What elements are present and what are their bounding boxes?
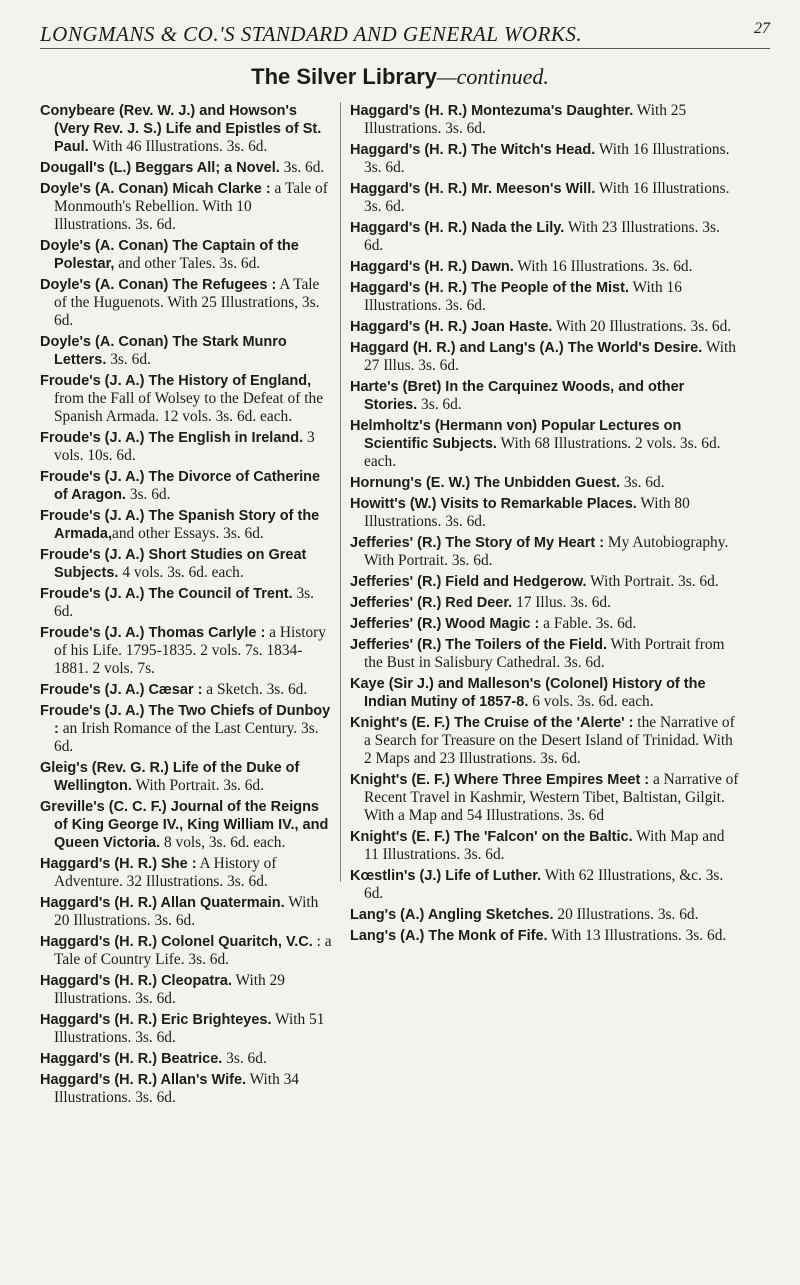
book-entry: [40, 468, 332, 504]
book-details: With Portrait. 3s. 6d.: [586, 573, 719, 590]
book-entry: [40, 237, 332, 273]
book-details: With 80 Illustrations. 3s. 6d.: [364, 495, 690, 530]
book-entry: [350, 141, 740, 177]
book-details: a Sketch. 3s. 6d.: [202, 681, 308, 698]
book-title: Froude's (J. A.) The History of England,: [40, 373, 312, 389]
book-title: Knight's (E. F.) The 'Falcon' on the Baltic.: [350, 829, 633, 845]
book-entry: [350, 771, 740, 825]
book-title: Doyle's (A. Conan) The Stark Munro Letters.: [40, 334, 287, 368]
book-entry: [40, 855, 332, 891]
book-title: Haggard's (H. R.) Joan Haste.: [350, 319, 553, 335]
book-entry: [350, 219, 740, 255]
book-entry: [350, 417, 740, 471]
book-details: With 23 Illustrations. 3s. 6d.: [364, 219, 720, 254]
book-entry: [350, 474, 740, 492]
book-details: With 62 Illustrations, &c. 3s. 6d.: [364, 867, 724, 902]
book-details: 8 vols, 3s. 6d. each.: [160, 834, 286, 851]
book-title: Jefferies' (R.) Wood Magic :: [350, 616, 540, 632]
book-details: 20 Illustrations. 3s. 6d.: [553, 906, 699, 923]
book-entry: [40, 372, 332, 426]
book-entry: [40, 333, 332, 369]
book-title: Haggard's (H. R.) Beatrice.: [40, 1051, 223, 1067]
book-details: 3s. 6d.: [279, 159, 325, 176]
book-title: Haggard's (H. R.) Allan Quatermain.: [40, 895, 285, 911]
book-details: : a Tale of Country Life. 3s. 6d.: [54, 933, 332, 968]
book-details: 6 vols. 3s. 6d. each.: [528, 693, 654, 710]
book-title: Jefferies' (R.) Red Deer.: [350, 595, 513, 611]
book-details: A History of Adventure. 32 Illustrations. 3s. 6d.: [54, 855, 277, 890]
book-title: Conybeare (Rev. W. J.) and Howson's (Very Rev. J. S.) Life and Epistles of St. Paul.: [40, 103, 322, 155]
book-entry: [40, 276, 332, 330]
book-title: Dougall's (L.) Beggars All; a Novel.: [40, 160, 280, 176]
book-details: 3s. 6d.: [106, 351, 151, 368]
book-details: With Map and 11 Illustrations. 3s. 6d.: [364, 828, 725, 863]
book-entry: [40, 624, 332, 678]
book-title: Doyle's (A. Conan) The Captain of the Polestar,: [40, 238, 299, 272]
book-details: a Fable. 3s. 6d.: [539, 615, 637, 632]
book-title: Lang's (A.) Angling Sketches.: [350, 907, 554, 923]
book-details: a History of his Life. 1795-1835. 2 vols. 7s. 1834-1881. 2 vols. 7s.: [54, 624, 326, 677]
book-title: Froude's (J. A.) Short Studies on Great Subjects.: [40, 547, 307, 581]
book-entry: [40, 702, 332, 756]
book-details: With 25 Illustrations. 3s. 6d.: [364, 102, 687, 137]
book-entry: [350, 714, 740, 768]
book-title: Helmholtz's (Hermann von) Popular Lectures on Scientific Subjects.: [350, 418, 682, 452]
book-entry: [350, 534, 740, 570]
book-details: and other Essays. 3s. 6d.: [112, 525, 264, 542]
book-details: With 27 Illus. 3s. 6d.: [364, 339, 736, 374]
book-entry: [350, 102, 740, 138]
section-title-continued: —continued.: [437, 64, 549, 89]
book-title: Jefferies' (R.) The Story of My Heart :: [350, 535, 605, 551]
book-details: 3s. 6d.: [417, 396, 462, 413]
section-title: [0, 64, 800, 90]
book-title: Lang's (A.) The Monk of Fife.: [350, 928, 548, 944]
book-details: With 13 Illustrations. 3s. 6d.: [547, 927, 727, 944]
book-entry: [350, 636, 740, 672]
book-details: an Irish Romance of the Last Century. 3s. 6d.: [54, 720, 319, 755]
book-entry: [350, 573, 740, 591]
left-column: [40, 102, 332, 1110]
book-entry: [40, 102, 332, 156]
book-details: 3s. 6d.: [222, 1050, 267, 1067]
book-title: Froude's (J. A.) Cæsar :: [40, 682, 203, 698]
book-title: Knight's (E. F.) Where Three Empires Meet :: [350, 772, 650, 788]
book-title: Kaye (Sir J.) and Malleson's (Colonel) History of the Indian Mutiny of 1857-8.: [350, 676, 706, 710]
book-details: With 51 Illustrations. 3s. 6d.: [54, 1011, 325, 1046]
book-details: 3s. 6d.: [125, 486, 171, 503]
book-title: Knight's (E. F.) The Cruise of the 'Alerte' :: [350, 715, 634, 731]
book-details: and other Tales. 3s. 6d.: [114, 255, 261, 272]
book-details: 17 Illus. 3s. 6d.: [512, 594, 611, 611]
book-title: Hornung's (E. W.) The Unbidden Guest.: [350, 475, 621, 491]
book-title: Haggard's (H. R.) Allan's Wife.: [40, 1072, 247, 1088]
book-details: With 20 Illustrations. 3s. 6d.: [552, 318, 732, 335]
book-entry: [40, 429, 332, 465]
book-entry: [350, 318, 740, 336]
column-divider: [340, 102, 341, 882]
book-entry: [350, 279, 740, 315]
book-entry: [40, 585, 332, 621]
book-details: With 20 Illustrations. 3s. 6d.: [54, 894, 319, 929]
book-entry: [40, 933, 332, 969]
book-title: Gleig's (Rev. G. R.) Life of the Duke of Wellington.: [40, 760, 300, 794]
book-details: My Autobiography. With Portrait. 3s. 6d.: [364, 534, 729, 569]
book-entry: [40, 507, 332, 543]
book-title: Haggard's (H. R.) She :: [40, 856, 197, 872]
book-entry: [350, 675, 740, 711]
book-title: Haggard's (H. R.) The Witch's Head.: [350, 142, 596, 158]
book-title: Froude's (J. A.) The Two Chiefs of Dunboy :: [40, 703, 331, 737]
book-details: A Tale of the Huguenots. With 25 Illustrations, 3s. 6d.: [54, 276, 320, 329]
book-title: Haggard's (H. R.) The People of the Mist.: [350, 280, 629, 296]
book-title: Haggard's (H. R.) Mr. Meeson's Will.: [350, 181, 596, 197]
book-title: Haggard's (H. R.) Cleopatra.: [40, 973, 232, 989]
book-entry: [350, 594, 740, 612]
book-details: 3s. 6d.: [54, 585, 315, 620]
book-entry: [40, 1071, 332, 1107]
book-title: Haggard's (H. R.) Montezuma's Daughter.: [350, 103, 634, 119]
page-number: 27: [754, 20, 770, 37]
section-title-main: The Silver Library: [251, 64, 438, 89]
book-title: Froude's (J. A.) The Spanish Story of the Armada,: [40, 508, 320, 542]
book-details: a Narrative of Recent Travel in Kashmir, Western Tibet, Baltistan, Gilgit. With a Map and 54 Illustrations. 3s. 6d: [364, 771, 739, 824]
book-entry: [40, 759, 332, 795]
book-entry: [40, 972, 332, 1008]
book-entry: [350, 495, 740, 531]
book-details: With Portrait from the Bust in Salisbury Cathedral. 3s. 6d.: [364, 636, 725, 671]
book-details: 3 vols. 10s. 6d.: [54, 429, 315, 464]
book-title: Froude's (J. A.) The Divorce of Catherine of Aragon.: [40, 469, 321, 503]
book-details: With 34 Illustrations. 3s. 6d.: [54, 1071, 299, 1106]
book-details: With 29 Illustrations. 3s. 6d.: [54, 972, 285, 1007]
book-entry: [350, 927, 740, 945]
book-details: With 16 Illustrations. 3s. 6d.: [364, 279, 682, 314]
book-title: Haggard's (H. R.) Eric Brighteyes.: [40, 1012, 272, 1028]
book-title: Froude's (J. A.) The English in Ireland.: [40, 430, 304, 446]
book-details: With 46 Illustrations. 3s. 6d.: [88, 138, 268, 155]
book-entry: [40, 894, 332, 930]
book-title: Doyle's (A. Conan) The Refugees :: [40, 277, 277, 293]
book-details: With 16 Illustrations. 3s. 6d.: [513, 258, 693, 275]
book-details: from the Fall of Wolsey to the Defeat of the Spanish Armada. 12 vols. 3s. 6d. each.: [54, 390, 324, 425]
book-entry: [40, 546, 332, 582]
book-title: Haggard's (H. R.) Dawn.: [350, 259, 514, 275]
header-rule: [40, 48, 770, 49]
book-details: 4 vols. 3s. 6d. each.: [118, 564, 244, 581]
book-entry: [40, 681, 332, 699]
book-title: Jefferies' (R.) The Toilers of the Field.: [350, 637, 607, 653]
book-title: Jefferies' (R.) Field and Hedgerow.: [350, 574, 587, 590]
book-title: Harte's (Bret) In the Carquinez Woods, and other Stories.: [350, 379, 685, 413]
book-details: the Narrative of a Search for Treasure on the Desert Island of Trinidad. With 2 Maps and 23 Illustrations. 3s. 6d.: [364, 714, 735, 767]
book-title: Froude's (J. A.) Thomas Carlyle :: [40, 625, 266, 641]
book-entry: [350, 615, 740, 633]
book-entry: [350, 378, 740, 414]
book-details: With 68 Illustrations. 2 vols. 3s. 6d. each.: [364, 435, 721, 470]
book-entry: [40, 159, 332, 177]
book-details: a Tale of Monmouth's Rebellion. With 10 Illustrations. 3s. 6d.: [54, 180, 328, 233]
right-column: [350, 102, 740, 948]
book-entry: [350, 828, 740, 864]
book-title: Kœstlin's (J.) Life of Luther.: [350, 868, 542, 884]
book-entry: [40, 1050, 332, 1068]
running-title: LONGMANS & CO.'S STANDARD AND GENERAL WORKS.: [40, 22, 583, 46]
book-details: 3s. 6d.: [620, 474, 665, 491]
book-details: With 16 Illustrations. 3s. 6d.: [364, 141, 730, 176]
book-entry: [40, 1011, 332, 1047]
book-entry: [350, 339, 740, 375]
book-title: Doyle's (A. Conan) Micah Clarke :: [40, 181, 271, 197]
book-title: Haggard (H. R.) and Lang's (A.) The World's Desire.: [350, 340, 703, 356]
book-details: With Portrait. 3s. 6d.: [131, 777, 264, 794]
book-title: Haggard's (H. R.) Colonel Quaritch, V.C.: [40, 934, 313, 950]
book-entry: [40, 180, 332, 234]
book-title: Greville's (C. C. F.) Journal of the Reigns of King George IV., King William IV., and Queen Victoria.: [40, 799, 329, 851]
book-entry: [350, 180, 740, 216]
book-entry: [40, 798, 332, 852]
book-title: Froude's (J. A.) The Council of Trent.: [40, 586, 293, 602]
book-title: Howitt's (W.) Visits to Remarkable Places.: [350, 496, 637, 512]
book-entry: [350, 258, 740, 276]
book-entry: [350, 906, 740, 924]
book-entry: [350, 867, 740, 903]
book-title: Haggard's (H. R.) Nada the Lily.: [350, 220, 565, 236]
book-details: With 16 Illustrations. 3s. 6d.: [364, 180, 730, 215]
